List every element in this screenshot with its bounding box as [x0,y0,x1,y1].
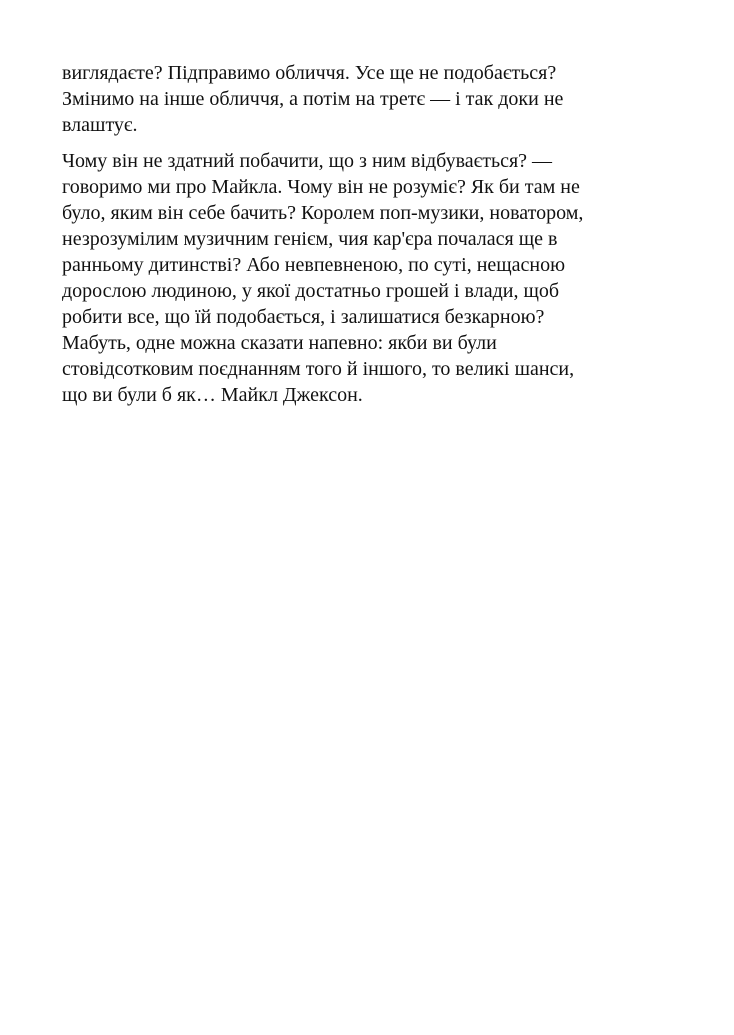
paragraph-2: Чому він не здатний побачити, що з ним відбувається? — говоримо ми про Майкла. Чому він не розуміє? Як би там не було, яким він себе бачить? Королем поп-музики, новатором, незрозумілим музичним генієм, чия кар'єра почалася ще в ранньому дитинстві? Або невпевненою, по суті, нещасною дорослою людиною, у якої достатньо грошей і влади, щоб робити все, що їй подобається, і залишатися безкарною? Мабуть, одне можна сказати напевно: якби ви були стовідсотковим поєднанням того й іншого, то великі шанси, що ви були б як… Майкл Джексон. [62,150,584,406]
paragraph-1: виглядаєте? Підправимо обличчя. Усе ще не подобається? Змінимо на інше обличчя, а потім на третє — і так доки не влаштує. [62,62,564,136]
document-page [62,60,662,408]
